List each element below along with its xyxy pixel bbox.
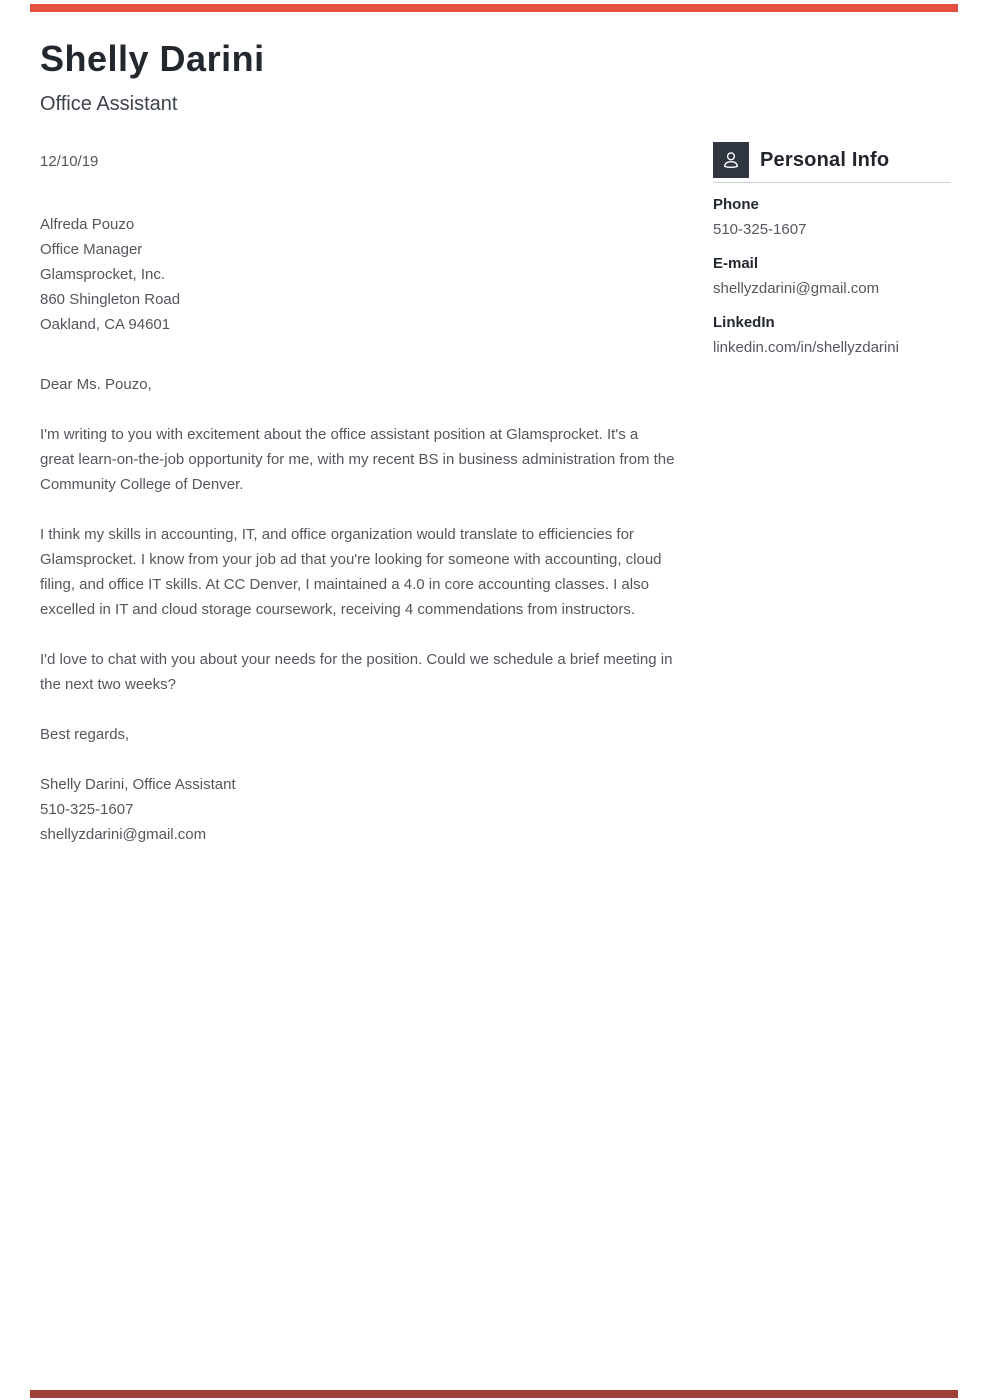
closing-phrase: Best regards,	[40, 726, 130, 744]
letter-paragraph: I think my skills in accounting, IT, and office organization would translate to efficiencies for Glamsprocket. I know from your job ad that you're looking for someone with accounting, cloud filing, and office IT skills. At CC Denver, I maintained a 4.0 in core accounting classes. I also excelled in IT and cloud storage coursework, receiving 4 commendations from instructors.	[40, 526, 662, 619]
info-item-linkedin	[713, 310, 951, 360]
letter-paragraph: I'm writing to you with excitement about the office assistant position at Glamsprocket. It's a great learn-on-the-job opportunity for me, with my recent BS in business administration from the Community College of Denver.	[40, 426, 675, 494]
letter-body	[40, 149, 675, 847]
linkedin-label: LinkedIn	[713, 314, 775, 331]
letter-date: 12/10/19	[40, 153, 99, 171]
letter-main-column	[40, 38, 675, 847]
recipient-city: Oakland, CA 94601	[40, 316, 171, 334]
signature-block	[40, 772, 675, 847]
recipient-company: Glamsprocket, Inc.	[40, 266, 166, 284]
salutation: Dear Ms. Pouzo,	[40, 376, 152, 394]
person-icon	[713, 142, 749, 178]
recipient-role: Office Manager	[40, 241, 143, 259]
email-label: E-mail	[713, 255, 759, 272]
phone-value: 510-325-1607	[713, 221, 807, 238]
signature-phone: 510-325-1607	[40, 801, 134, 819]
recipient-name: Alfreda Pouzo	[40, 216, 135, 234]
linkedin-value: linkedin.com/in/shellyzdarini	[713, 339, 899, 356]
email-value: shellyzdarini@gmail.com	[713, 280, 880, 297]
info-item-phone	[713, 192, 951, 242]
signature-name: Shelly Darini, Office Assistant	[40, 776, 236, 794]
recipient-address-block	[40, 212, 675, 337]
applicant-name: Shelly Darini	[40, 38, 265, 79]
bottom-accent-bar	[30, 1390, 958, 1398]
personal-info-sidebar	[713, 142, 951, 360]
sidebar-title: Personal Info	[760, 148, 890, 171]
phone-label: Phone	[713, 196, 759, 213]
applicant-job-title: Office Assistant	[40, 93, 178, 116]
recipient-street: 860 Shingleton Road	[40, 291, 181, 309]
top-accent-bar	[30, 4, 958, 12]
sidebar-header	[713, 142, 951, 183]
signature-email: shellyzdarini@gmail.com	[40, 826, 207, 844]
letter-paragraph: I'd love to chat with you about your needs for the position. Could we schedule a brief meeting in the next two weeks?	[40, 651, 673, 694]
info-item-email	[713, 251, 951, 301]
